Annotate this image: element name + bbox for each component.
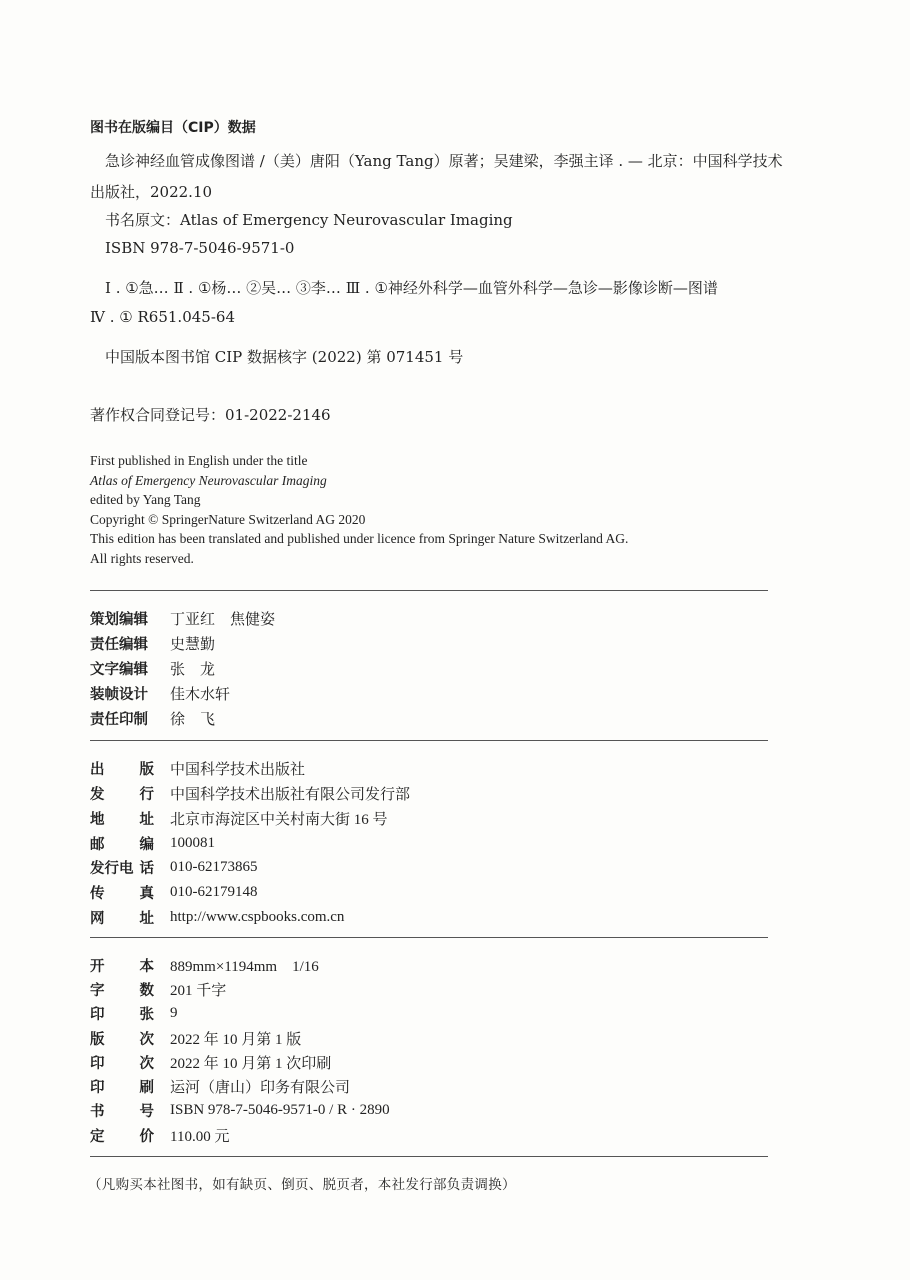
english-line: All rights reserved. [90,550,194,566]
divider [90,1156,768,1157]
cip-heading: 图书在版编目（CIP）数据 [90,120,256,136]
publisher-label: 地 址 [90,811,154,828]
english-rights-block [90,451,628,568]
publisher-label: 发 行 [90,786,154,803]
editor-value: 徐 飞 [170,711,216,728]
editor-label: 策划编辑 [90,611,148,628]
spec-row [90,1026,301,1050]
publisher-value: 010-62173865 [170,858,258,875]
english-line: edited by Yang Tang [90,492,201,507]
english-line: First published in English under the title [90,453,308,468]
publisher-label: 传 真 [90,885,154,902]
publisher-row [90,880,258,904]
publisher-label: 发行电 话 [90,860,154,877]
spec-value: 889mm×1194mm 1/16 [170,958,319,975]
website-value: http://www.cspbooks.com.cn [170,908,345,925]
spec-label: 印 刷 [90,1079,154,1096]
spec-label: 印 次 [90,1055,154,1072]
replacement-notice: （凡购买本社图书，如有缺页、倒页、脱页者，本社发行部负责调换） [88,1177,516,1193]
editor-row [90,706,215,730]
publisher-value: 北京市海淀区中关村南大街 16 号 [170,811,388,828]
cip-citation-line1: 急诊神经血管成像图谱 /（美）唐阳（Yang Tang）原著；吴建梁，李强主译 . — 北京：中国科学技术 [105,152,783,170]
cip-classification-line2: Ⅳ . ① R651.045-64 [90,308,235,326]
publisher-label: 出 版 [90,761,154,778]
divider [90,740,768,741]
spec-row [90,1001,178,1025]
spec-label: 印 张 [90,1006,154,1023]
english-line: Copyright © SpringerNature Switzerland AG 2020 [90,511,366,527]
spec-row [90,1074,350,1098]
spec-row [90,1123,229,1147]
publisher-row [90,855,258,879]
publisher-value: 中国科学技术出版社 [170,761,306,778]
spec-label: 书 号 [90,1103,154,1120]
spec-value: 9 [170,1004,178,1021]
editor-row [90,681,230,705]
cip-record-number: 中国版本图书馆 CIP 数据核字 (2022) 第 071451 号 [105,348,464,366]
english-line: This edition has been translated and published under licence from Springer Nature Switzerland AG. [90,531,629,546]
publisher-value: 100081 [170,834,215,851]
spec-value: 运河（唐山）印务有限公司 [170,1079,351,1096]
editor-value: 丁亚红 焦健姿 [170,611,276,628]
editor-row [90,656,215,680]
cip-citation-line2: 出版社，2022.10 [90,183,213,201]
editor-value: 张 龙 [170,661,216,678]
spec-value: 2022 年 10 月第 1 版 [170,1031,302,1048]
publisher-value: 中国科学技术出版社有限公司发行部 [170,786,411,803]
spec-label: 开 本 [90,958,154,975]
spec-value: ISBN 978-7-5046-9571-0 / R · 2890 [170,1101,390,1118]
publisher-row [90,756,305,780]
editor-label: 责任编辑 [90,636,148,653]
publisher-row [90,831,215,855]
divider [90,590,768,591]
editor-label: 文字编辑 [90,661,148,678]
publisher-value: 010-62179148 [170,883,258,900]
english-original-title: Atlas of Emergency Neurovascular Imaging [90,472,327,488]
publisher-label: 邮 编 [90,836,154,853]
editor-label: 装帧设计 [90,686,148,703]
publisher-row [90,806,388,830]
spec-row [90,977,226,1001]
spec-label: 定 价 [90,1128,154,1145]
spec-label: 版 次 [90,1031,154,1048]
spec-row [90,953,319,977]
editor-label: 责任印制 [90,711,148,728]
spec-value: 201 千字 [170,982,227,999]
price-value: 110.00 元 [170,1128,230,1145]
spec-value: 2022 年 10 月第 1 次印刷 [170,1055,332,1072]
editor-row [90,631,215,655]
publisher-row [90,781,410,805]
copyright-registration: 著作权合同登记号：01-2022-2146 [90,406,331,424]
publisher-row [90,905,344,929]
editor-value: 史慧勤 [170,636,216,653]
cip-original-title: 书名原文：Atlas of Emergency Neurovascular Imaging [105,211,513,229]
spec-label: 字 数 [90,982,154,999]
editor-value: 佳木水轩 [170,686,231,703]
cip-classification-line1: Ⅰ . ①急… Ⅱ . ①杨… ②吴… ③李… Ⅲ . ①神经外科学—血管外科学—急诊—影像诊断—图谱 [105,279,718,297]
divider [90,937,768,938]
publisher-label: 网 址 [90,910,154,927]
editor-row [90,606,275,630]
spec-row [90,1098,390,1122]
cip-isbn: ISBN 978-7-5046-9571-0 [105,239,295,257]
spec-row [90,1050,331,1074]
